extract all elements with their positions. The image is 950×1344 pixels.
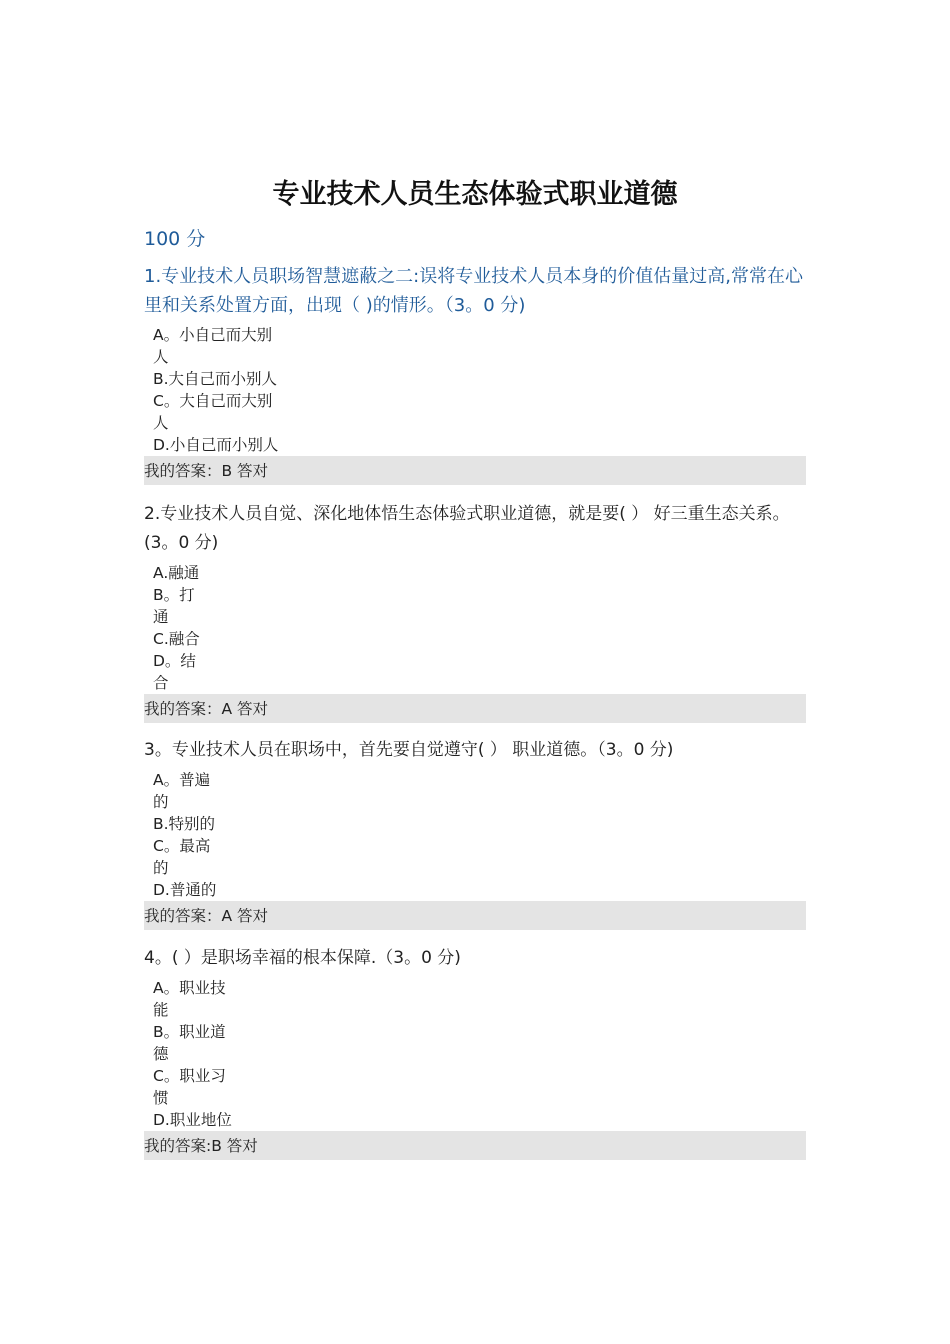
option-c: C。最高的 [153, 837, 211, 877]
my-answer: 我的答案：A 答对 [144, 901, 806, 930]
options-list [153, 324, 287, 456]
option-a: A.融通 [153, 564, 200, 582]
question-3 [144, 736, 806, 930]
question-text: 3。专业技术人员在职场中，首先要自觉遵守( ） 职业道德。（3。0 分) [144, 740, 674, 760]
option-d: D.普通的 [153, 881, 217, 899]
my-answer: 我的答案：B 答对 [144, 456, 806, 485]
option-b: B。职业道德 [153, 1023, 226, 1063]
option-d: D。结合 [153, 652, 196, 692]
total-score: 100 分 [144, 228, 206, 250]
option-d: D.小自己而小别人 [153, 436, 279, 454]
my-answer: 我的答案:B 答对 [144, 1131, 806, 1160]
question-2 [144, 500, 806, 723]
question-text: 1.专业技术人员职场智慧遮蔽之二:误将专业技术人员本身的价值估量过高,常常在心里和关系处置方面，出现（ )的情形。（3。0 分) [144, 266, 803, 316]
my-answer: 我的答案：A 答对 [144, 694, 806, 723]
question-1 [144, 262, 806, 485]
options-list [153, 769, 217, 901]
option-c: C。职业习惯 [153, 1067, 226, 1107]
options-list [153, 977, 235, 1131]
option-a: A。普遍的 [153, 771, 211, 811]
option-b: B。打通 [153, 586, 195, 626]
option-b: B.大自己而小别人 [153, 370, 278, 388]
option-a: A。小自己而大别人 [153, 326, 273, 366]
option-c: C。大自己而大别人 [153, 392, 273, 432]
option-d: D.职业地位 [153, 1111, 232, 1129]
option-a: A。职业技能 [153, 979, 226, 1019]
option-c: C.融合 [153, 630, 200, 648]
option-b: B.特别的 [153, 815, 216, 833]
page-title: 专业技术人员生态体验式职业道德 [272, 179, 678, 210]
question-text: 2.专业技术人员自觉、深化地体悟生态体验式职业道德，就是要( ） 好三重生态关系。(3。0 分) [144, 504, 790, 553]
options-list [153, 562, 201, 694]
question-4 [144, 944, 806, 1160]
question-text: 4。( ）是职场幸福的根本保障.（3。0 分) [144, 948, 461, 968]
